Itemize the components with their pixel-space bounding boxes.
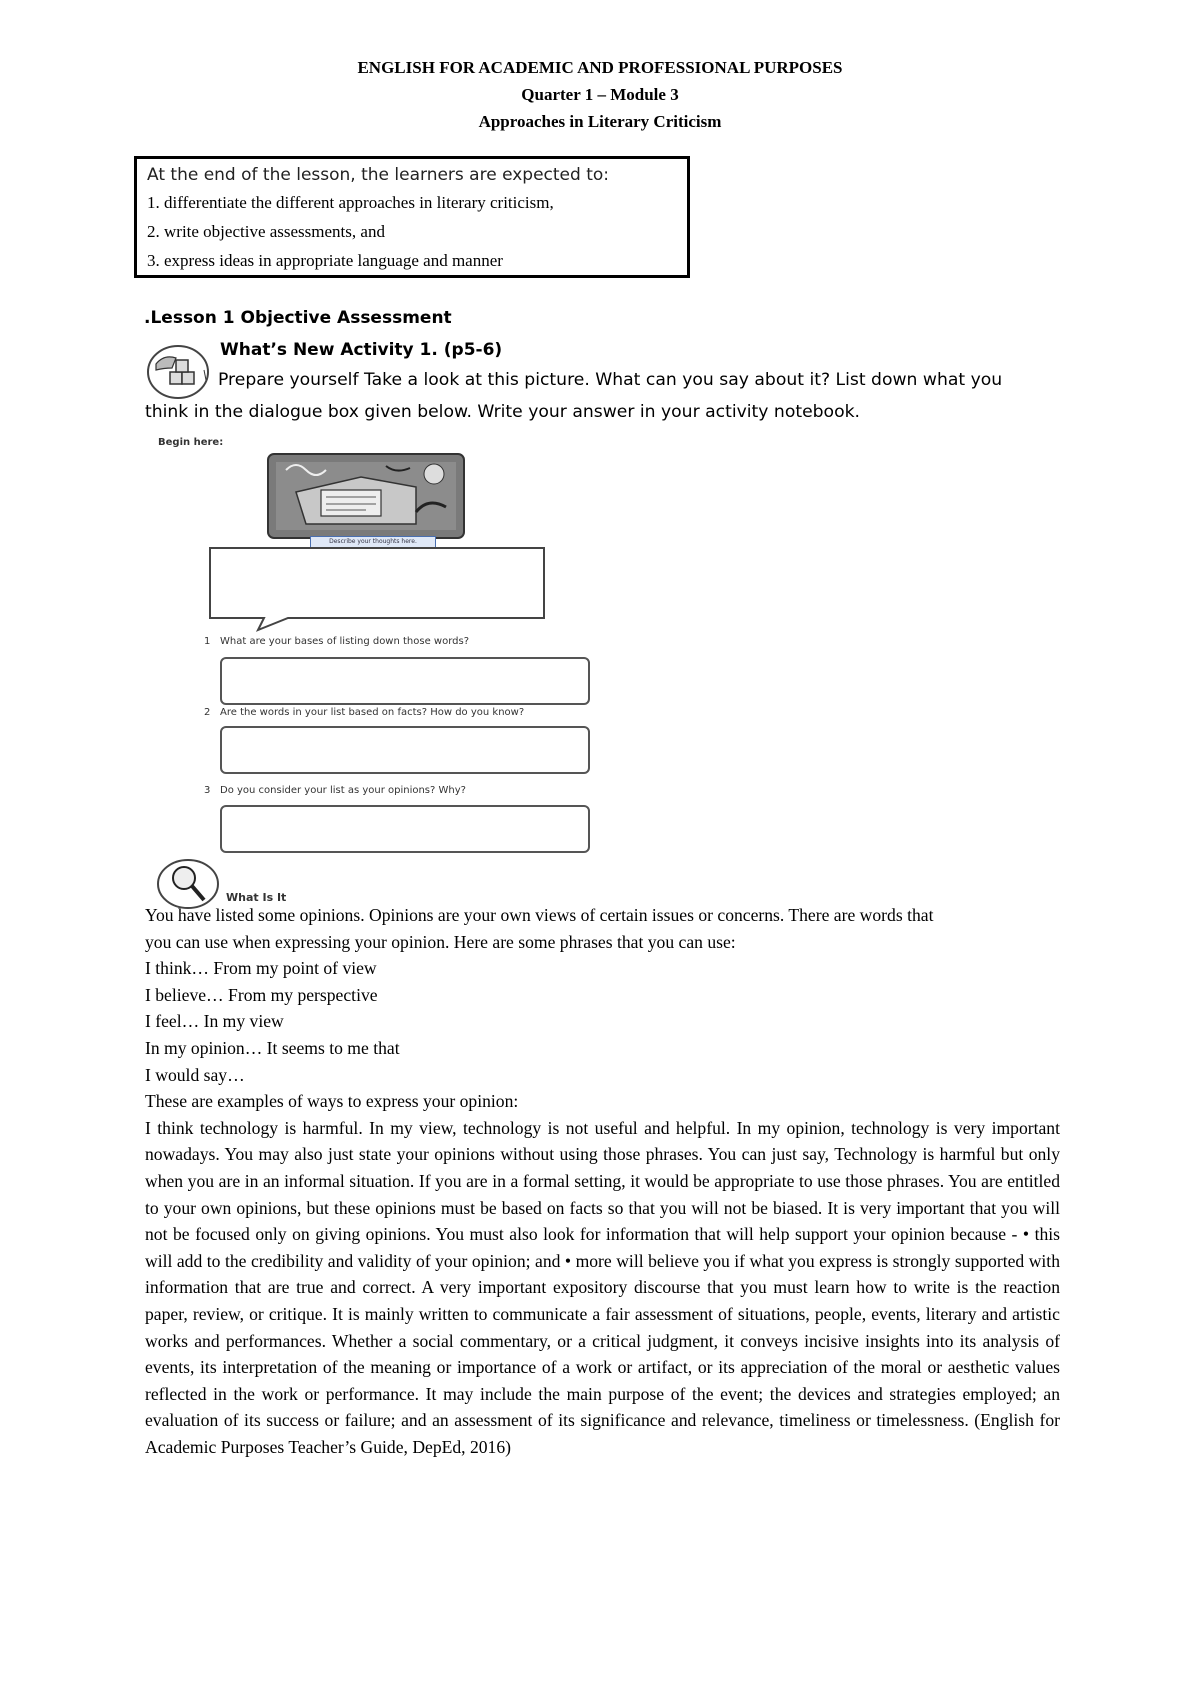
body-paragraph: I think technology is harmful. In my view, technology is not useful and helpful. In my opinion, technology is very important nowadays. You may also just state your opinions without using those phrases. You can just say, Technology is harmful but only when you are in an informal situation. If you are in a formal setting, it would be appropriate to use those phrases. You are entitled to your own opinions, but these opinions must be based on facts so that you will not be biased. It is very important that you will not be focused only on giving opinions. You must also look for information that will help support your opinion because - • this will add to the credibility and validity of your opinion; and • more will believe you if what you express is strongly supported with information that are true and correct. A very important expository discourse that you must learn how to write is the reaction paper, review, or critique. It is mainly written to communicate a fair assessment of situations, people, events, literary and artistic works and performances. Whether a social commentary, or a critical judgment, it conveys incisive insights into its analysis of events, its interpretation of the meaning or importance of a work or artifact, or its appreciation of the moral or aesthetic values reflected in the work or performance. It may include the main purpose of the event; the devices and strategies employed; an evaluation of its success or failure; and an assessment of its significance and relevance, timeliness or timelessness. (English for Academic Purposes Teacher’s Guide, DepEd, 2016) — [145, 1117, 1060, 1457]
module-heading: Quarter 1 – Module 3 — [521, 85, 679, 104]
phrase-item: I believe… From my perspective — [145, 984, 378, 1005]
examples-intro: These are examples of ways to express your opinion: — [145, 1091, 519, 1112]
page-title: Approaches in Literary Criticism — [478, 112, 722, 131]
question-number: 2 — [204, 707, 211, 718]
question-text: What are your bases of listing down those words? — [220, 636, 470, 647]
question-number: 3 — [204, 785, 211, 796]
phrase-item: I think… From my point of view — [145, 958, 377, 979]
subject-heading: ENGLISH FOR ACADEMIC AND PROFESSIONAL PURPOSES — [357, 58, 843, 77]
instruction-line-2: think in the dialogue box given below. Write your answer in your activity notebook. — [145, 402, 860, 422]
objective-item: 3. express ideas in appropriate language and manner — [147, 251, 503, 270]
instruction-line-1: Prepare yourself Take a look at this picture. What can you say about it? List down what you — [218, 370, 1003, 390]
what-is-it-label: What Is It — [226, 891, 287, 904]
objectives-box — [134, 156, 690, 278]
technology-collage-image — [266, 452, 466, 542]
phrase-item: In my opinion… It seems to me that — [145, 1037, 400, 1058]
dialogue-box[interactable] — [208, 546, 548, 636]
puzzle-hand-icon — [146, 342, 214, 400]
objectives-intro: At the end of the lesson, the learners are expected to: — [147, 165, 610, 185]
answer-box[interactable] — [220, 657, 590, 705]
question-text: Are the words in your list based on facts? How do you know? — [220, 707, 525, 718]
picture-caption-text: Describe your thoughts here. — [329, 538, 417, 545]
phrase-item: I feel… In my view — [145, 1011, 284, 1032]
intro-line: You have listed some opinions. Opinions are your own views of certain issues or concerns. There are words that — [145, 905, 934, 925]
intro-line: you can use when expressing your opinion. Here are some phrases that you can use: — [145, 931, 736, 952]
begin-label: Begin here: — [158, 437, 224, 448]
what-is-it-body — [145, 902, 1060, 1460]
lesson-title: .Lesson 1 Objective Assessment — [144, 308, 452, 328]
answer-box[interactable] — [220, 726, 590, 774]
question-text: Do you consider your list as your opinions? Why? — [220, 785, 466, 796]
answer-box[interactable] — [220, 805, 590, 853]
objective-item: 2. write objective assessments, and — [147, 222, 385, 241]
objective-item: 1. differentiate the different approaches in literary criticism, — [147, 193, 554, 212]
question-number: 1 — [204, 636, 211, 647]
activity-title: What’s New Activity 1. (p5-6) — [220, 340, 503, 360]
phrase-item: I would say… — [145, 1064, 245, 1085]
